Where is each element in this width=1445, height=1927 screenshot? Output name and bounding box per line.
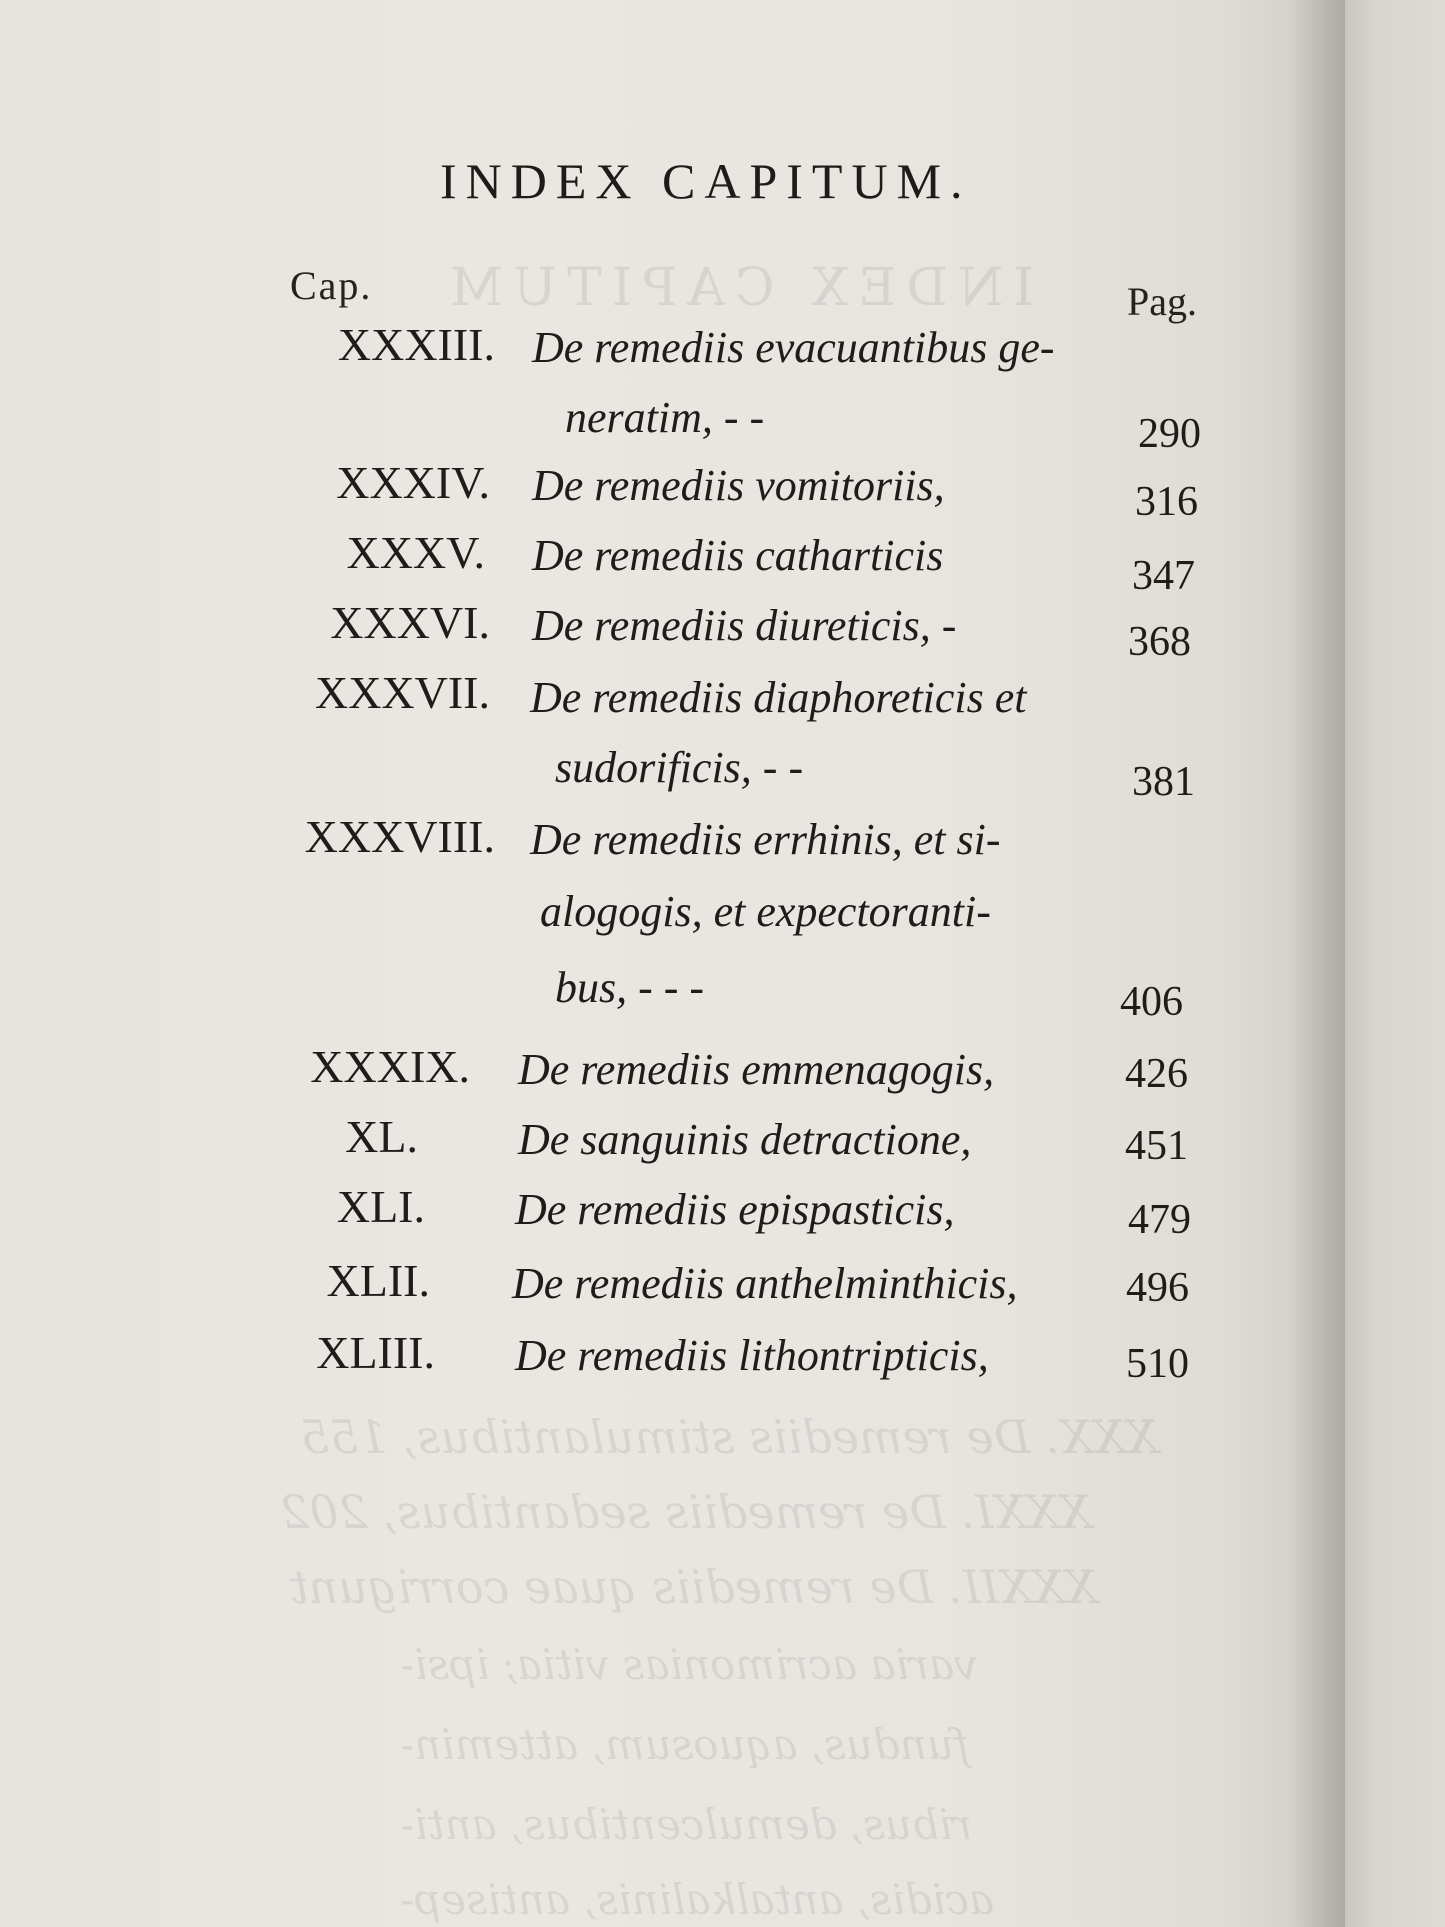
chapter-number: XLIII. xyxy=(316,1327,435,1378)
show-through-text: XXX. De remediis stimulantibus, 155 xyxy=(300,1410,1159,1464)
chapter-title-line: De remediis errhinis, et si- xyxy=(530,815,1001,864)
page-title: INDEX CAPITUM. xyxy=(440,153,972,209)
chapter-number: XLII. xyxy=(326,1255,430,1306)
chapter-number: XXXIII. xyxy=(337,319,495,370)
chapter-title-line: De remediis anthelminthicis, xyxy=(512,1259,1018,1308)
chapter-title-line: bus, - - - xyxy=(555,963,705,1012)
page-number: 381 xyxy=(1132,759,1195,805)
page-number: 316 xyxy=(1135,479,1198,525)
show-through-text: acidis, antalkalinis, antisep- xyxy=(400,1875,994,1924)
page-number: 451 xyxy=(1125,1123,1188,1169)
chapter-number: XXXIX. xyxy=(310,1041,470,1092)
chapter-number: XLI. xyxy=(336,1181,425,1232)
chapter-number: XXXVI. xyxy=(330,597,490,648)
chapter-title-line: De remediis diureticis, - xyxy=(532,601,957,650)
chapter-number: XXXIV. xyxy=(336,457,490,508)
chapter-number: XXXVIII. xyxy=(304,811,495,862)
chapter-title-line: De sanguinis detractione, xyxy=(518,1115,972,1164)
chapter-title-line: alogogis, et expectoranti- xyxy=(540,887,991,936)
show-through-text: INDEX CAPITUM xyxy=(440,258,1034,318)
page-number: 510 xyxy=(1126,1341,1189,1387)
chapter-number: XXXVII. xyxy=(314,667,490,718)
page-column-header: Pag. xyxy=(1127,279,1197,324)
page-number: 368 xyxy=(1128,619,1191,665)
page-number: 426 xyxy=(1125,1051,1188,1097)
show-through-text: XXXI. De remediis sedantibus, 202 xyxy=(280,1485,1092,1539)
chapter-title-line: De remediis catharticis xyxy=(532,531,944,580)
chapter-title-line: De remediis epispasticis, xyxy=(515,1185,955,1234)
chapter-title-line: De remediis vomitoriis, xyxy=(532,461,945,510)
page-edge-shadow xyxy=(1290,0,1345,1927)
chapter-number: XXXV. xyxy=(346,527,485,578)
chapter-column-header: Cap. xyxy=(290,263,373,308)
adjacent-page-edge xyxy=(1345,0,1445,1927)
page-number: 290 xyxy=(1138,411,1201,457)
show-through-text: XXXII. De remediis quae corrigunt xyxy=(290,1560,1098,1614)
page-number: 347 xyxy=(1132,553,1195,599)
page-number: 496 xyxy=(1126,1265,1189,1311)
chapter-title-line: De remediis emmenagogis, xyxy=(518,1045,995,1094)
show-through-text: ribus, demulcentibus, anti- xyxy=(400,1800,973,1849)
page-number: 479 xyxy=(1128,1197,1191,1243)
chapter-title-line: De remediis diaphoreticis et xyxy=(530,673,1027,722)
chapter-title-line: neratim, - - xyxy=(565,393,765,442)
chapter-title-line: sudorificis, - - xyxy=(555,743,804,792)
chapter-title-line: De remediis evacuantibus ge- xyxy=(532,323,1055,372)
chapter-number: XL. xyxy=(345,1111,418,1162)
show-through-text: fundus, aquosum, attemin- xyxy=(400,1720,970,1769)
page-number: 406 xyxy=(1120,979,1183,1025)
show-through-text: varia acrimonias vitia; ipsi- xyxy=(400,1640,978,1689)
chapter-title-line: De remediis lithontripticis, xyxy=(515,1331,989,1380)
